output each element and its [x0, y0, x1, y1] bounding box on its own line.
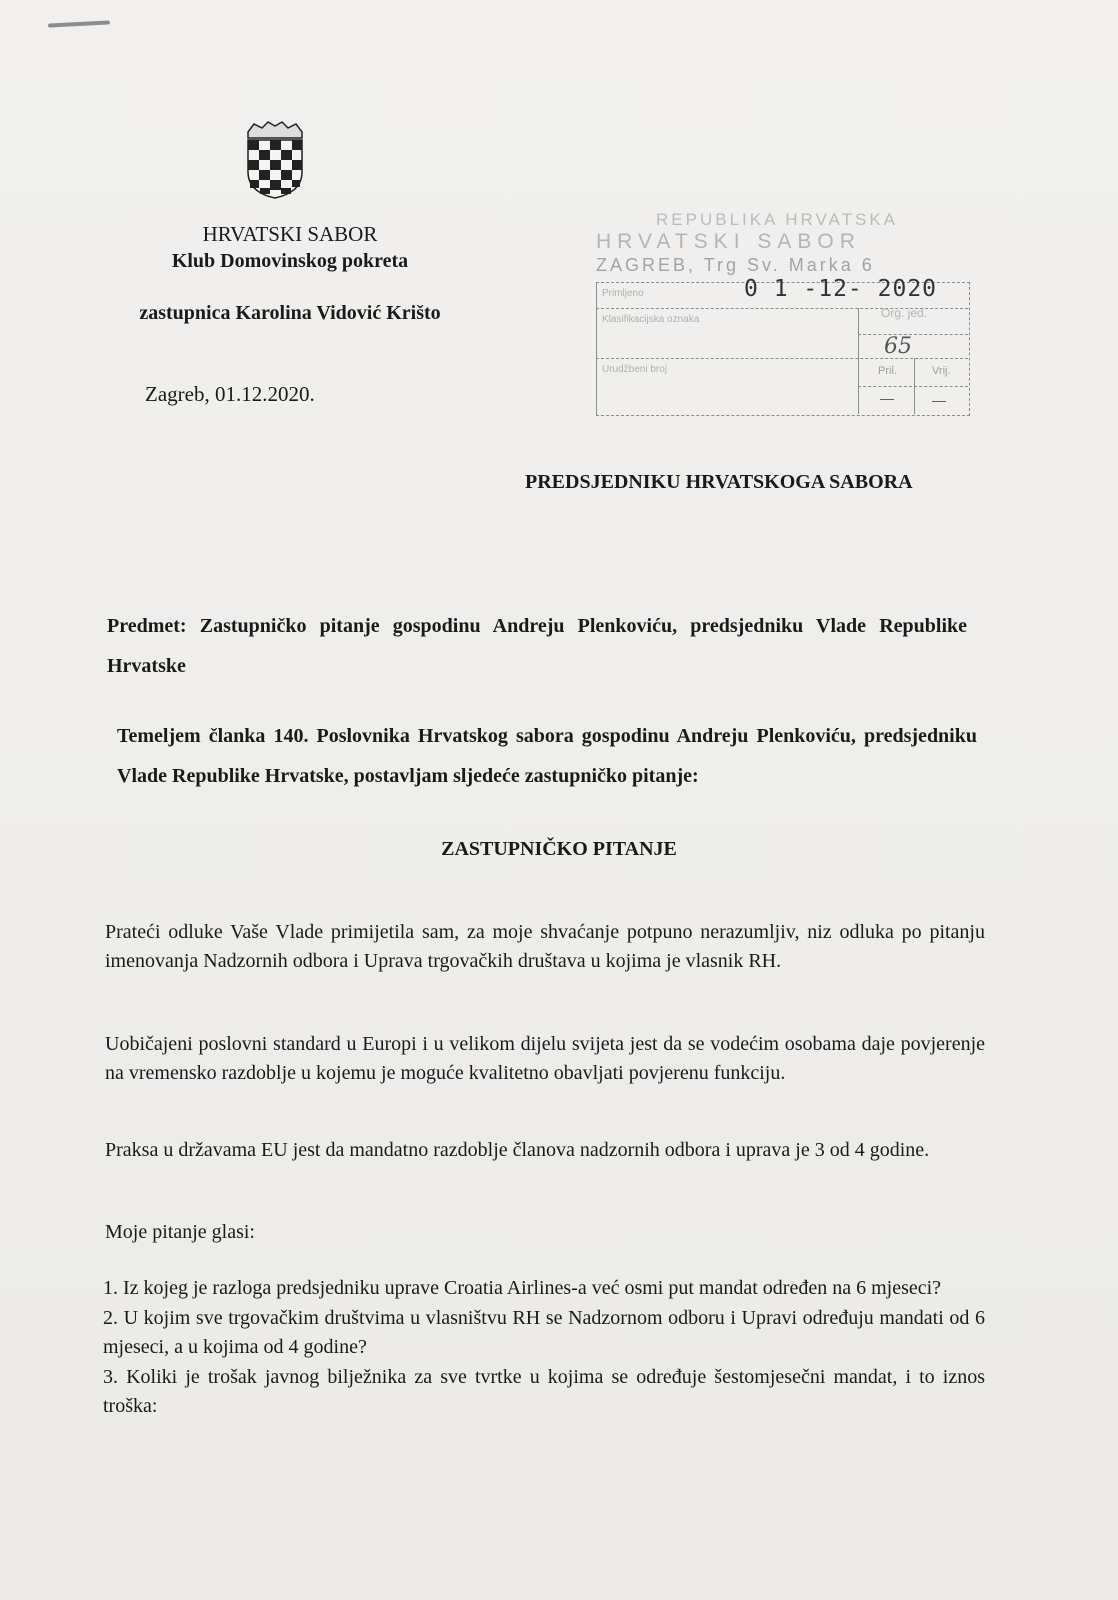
value-label: Vrij.	[932, 365, 951, 377]
section-heading: ZASTUPNIČKO PITANJE	[441, 838, 677, 860]
value-value: —	[932, 392, 946, 408]
croatian-coat-of-arms-icon	[244, 118, 306, 200]
question-item: 1. Iz kojeg je razloga predsjedniku uprave Croatia Airlines-a već osmi put mandat određen na 6 mjeseci?	[103, 1277, 942, 1299]
stamp-line-1: REPUBLIKA HRVATSKA	[656, 210, 899, 229]
body-paragraph: Moje pitanje glasi:	[105, 1221, 255, 1243]
stamp-divider	[858, 308, 859, 414]
class-label: Klasifikacijska oznaka	[602, 314, 700, 325]
club-name: Klub Domovinskog pokreta	[171, 250, 409, 272]
org-unit-label: Org. jed.	[881, 306, 928, 320]
subject-line: Predmet: Zastupničko pitanje gospodinu Andreju Plenkoviću, predsjedniku Vlade Republike Hrvatske	[107, 615, 967, 677]
intro-paragraph: Temeljem članka 140. Poslovnika Hrvatskog sabora gospodinu Andreju Plenkoviću, predsjedniku Vlade Republike Hrvatske, postavljam sljedeće zastupničko pitanje:	[117, 725, 977, 787]
question-item: 2. U kojim sve trgovačkim društvima u vlasništvu RH se Nadzornom odboru i Upravi određuju mandati od 6 mjeseci, a u kojima od 4 godine?	[103, 1307, 985, 1358]
body-paragraph: Praksa u državama EU jest da mandatno razdoblje članova nadzornih odbora i uprava je 3 od 4 godine.	[105, 1139, 930, 1161]
addressee: PREDSJEDNIKU HRVATSKOGA SABORA	[525, 471, 913, 493]
received-date: 0 1 -12- 2020	[744, 276, 938, 302]
staple	[48, 20, 110, 27]
question-list	[103, 1274, 985, 1422]
body-paragraph: Uobičajeni poslovni standard u Europi i u velikom dijelu svijeta jest da se vodećim osobama daje povjerenje na vremensko razdoblje u kojemu je moguće kvalitetno obavljati povjerenu funkciju.	[105, 1033, 985, 1084]
document-date: Zagreb, 01.12.2020.	[145, 382, 315, 406]
stamp-line-2: HRVATSKI SABOR	[596, 230, 861, 253]
attachments-value: —	[880, 390, 894, 406]
institution-name: HRVATSKI SABOR	[202, 222, 378, 246]
question-item: 3. Koliki je trošak javnog bilježnika za sve tvrtke u kojima se određuje šestomjesečni mandat, i to iznos troška:	[103, 1366, 985, 1417]
reg-number-label: Urudžbeni broj	[602, 364, 668, 375]
stamp-divider	[596, 358, 968, 359]
stamp-divider	[914, 358, 915, 414]
stamp-divider	[858, 334, 968, 335]
registry-stamp	[596, 210, 981, 425]
stamp-line-3: ZAGREB, Trg Sv. Marka 6	[596, 255, 875, 275]
attachments-label: Pril.	[878, 365, 897, 377]
representative-name: zastupnica Karolina Vidović Krišto	[139, 302, 441, 324]
body-paragraph: Prateći odluke Vaše Vlade primijetila sam, za moje shvaćanje potpuno nerazumljiv, niz odluka po pitanju imenovanja Nadzornih odbora i Uprava trgovačkih društava u kojima je vlasnik RH.	[105, 921, 985, 972]
received-label: Primljeno	[602, 288, 644, 299]
stamp-divider	[858, 386, 968, 387]
org-unit-value: 65	[884, 334, 912, 359]
